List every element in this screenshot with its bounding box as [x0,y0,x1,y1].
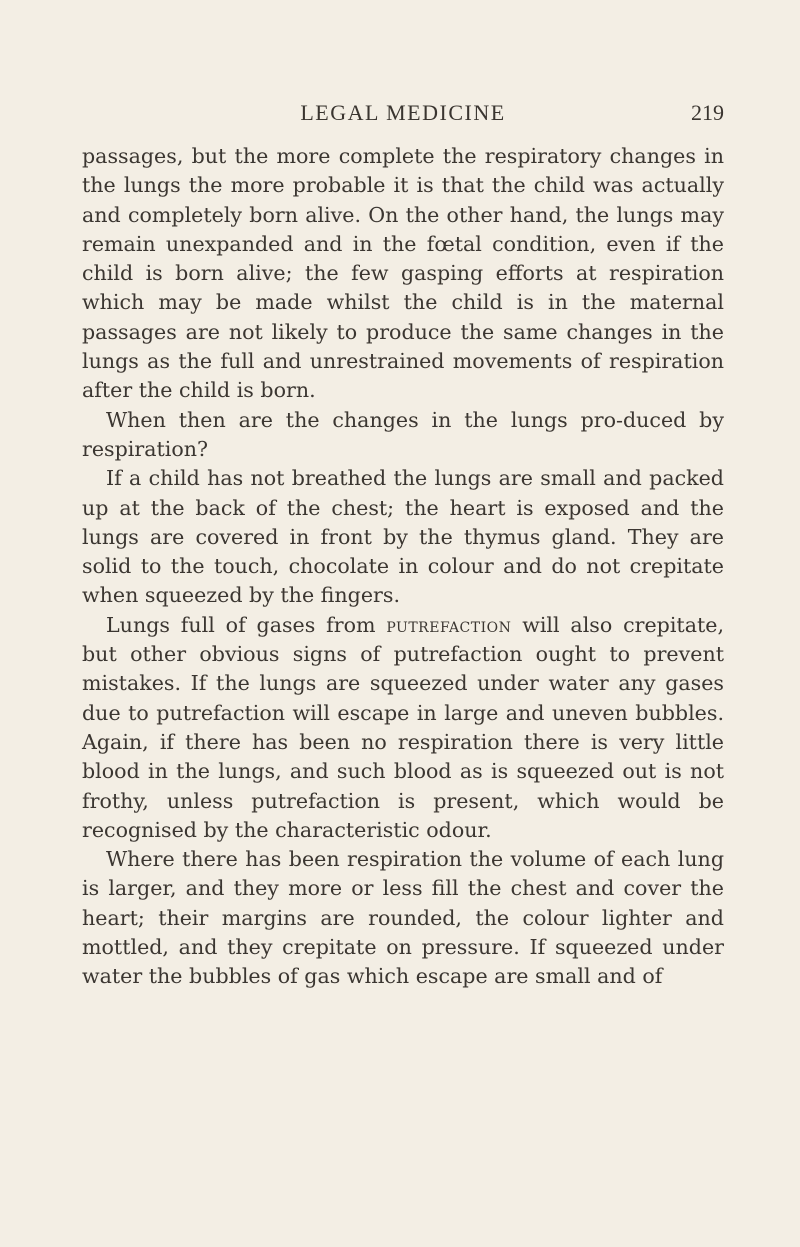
paragraph-question: When then are the changes in the lungs pro-duced by respiration? [82,407,724,461]
paragraph-continuation: passages, but the more complete the respiratory changes in the lungs the more probable it is that the child was actually and completely born alive. On the other hand, the lungs may remain unexpanded and in the fœtal condition, even if the child is born alive; the few gasping efforts at respiration which may be made whilst the child is in the maternal passages are not likely to produce the same changes in the lungs as the full and unrestrained movements of respiration after the child is born. [82,144,724,403]
body-text [82,142,724,992]
running-title: LEGAL MEDICINE [300,100,506,125]
page-number: 219 [691,100,724,125]
paragraph-respiration: Where there has been respiration the volume of each lung is larger, and they more or less fill the chest and cover the heart; their margins are rounded, the colour lighter and mottled, and they crepitate on pressure. If squeezed under water the bubbles of gas which escape are small and of [82,847,724,989]
paragraph-putrefaction-rest: will also crepitate, but other obvious signs of putrefaction ought to prevent mistakes. If the lungs are squeezed under water any gases due to putrefaction will escape in large and uneven bubbles. Again, if there has been no respiration there is very little blood in the lungs, and such blood as is squeezed out is not frothy, unless putrefaction is present, which would be recognised by the characteristic odour. [82,612,724,842]
paragraph-putrefaction-lead: Lungs full of gases from [106,612,387,637]
paragraph-putrefaction [82,611,724,845]
putrefaction-term: putrefaction [386,612,512,637]
paragraph-unbreathed-lungs: If a child has not breathed the lungs are small and packed up at the back of the chest; the heart is exposed and the lungs are covered in front by the thymus gland. They are solid to the touch, chocolate in colour and do not crepitate when squeezed by the fingers. [82,466,724,608]
page-header [82,100,724,130]
